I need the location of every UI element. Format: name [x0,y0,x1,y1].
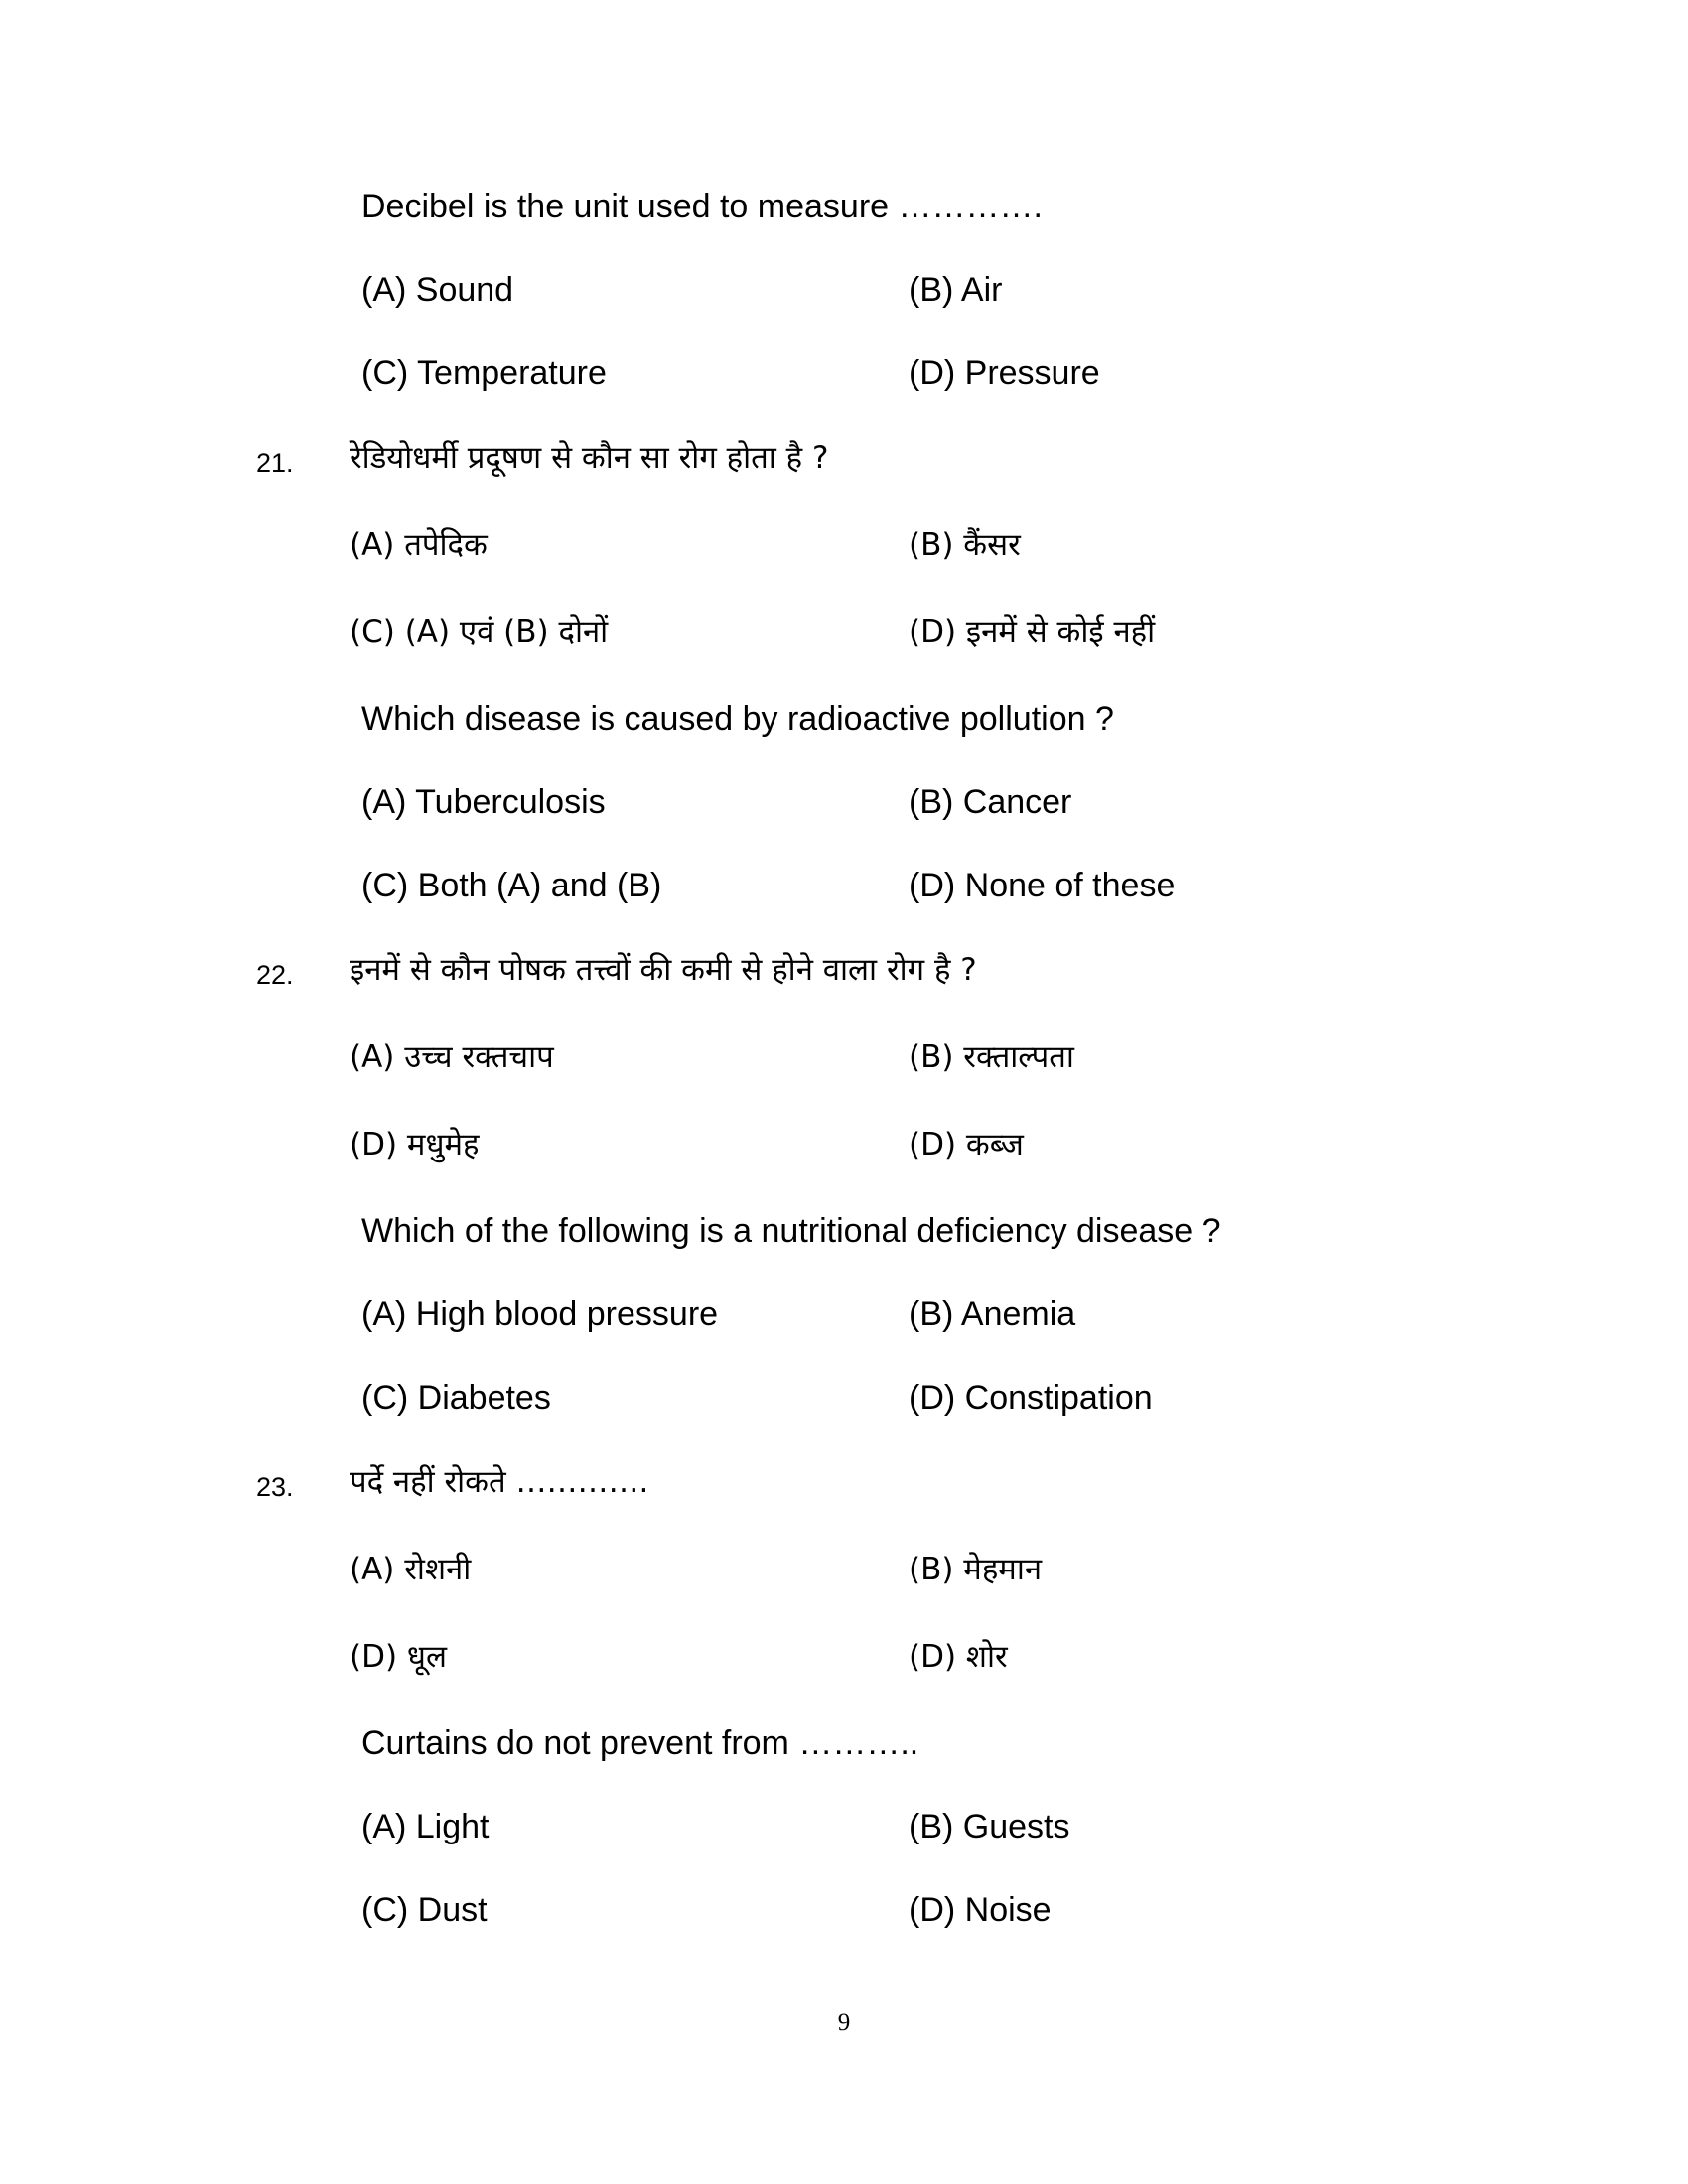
question-number: 23. [256,1472,294,1502]
option-a: (A) Sound [361,271,514,309]
option-d-hindi: (D) इनमें से कोई नहीं [909,614,1156,650]
question-stem-hindi: पर्दे नहीं रोकते …………. [350,1464,649,1500]
option-d: (D) None of these [909,867,1176,904]
question-stem-english: Which of the following is a nutritional deficiency disease ? [361,1212,1221,1250]
question-number: 21. [256,448,294,478]
option-c: (C) Temperature [361,354,607,392]
option-a: (A) High blood pressure [361,1296,719,1333]
option-c: (C) Both (A) and (B) [361,867,662,904]
option-a: (A) Light [361,1808,490,1845]
page-number: 9 [837,2009,851,2036]
question-stem-hindi: इनमें से कौन पोषक तत्त्वों की कमी से होने वाला रोग है ? [350,952,977,988]
option-c: (C) Dust [361,1891,488,1929]
option-b-hindi: (B) रक्ताल्पता [909,1039,1074,1075]
option-b: (B) Anemia [909,1296,1076,1333]
option-a: (A) Tuberculosis [361,783,606,821]
option-b-hindi: (B) कैंसर [909,527,1021,563]
option-d: (D) Constipation [909,1379,1153,1417]
option-a-hindi: (A) रोशनी [350,1552,472,1587]
question-number: 22. [256,960,294,990]
question-stem-english: Which disease is caused by radioactive pollution ? [361,700,1114,738]
question-stem: Decibel is the unit used to measure …………. [361,188,1043,225]
option-c-hindi: (D) धूल [350,1639,447,1675]
option-d-hindi: (D) कब्ज [909,1127,1024,1162]
option-a-hindi: (A) उच्च रक्तचाप [350,1039,554,1075]
option-d: (D) Noise [909,1891,1052,1929]
option-b-hindi: (B) मेहमान [909,1552,1043,1587]
option-b: (B) Cancer [909,783,1072,821]
option-d-hindi: (D) शोर [909,1639,1008,1675]
option-b: (B) Air [909,271,1003,309]
option-c: (C) Diabetes [361,1379,551,1417]
question-stem-english: Curtains do not prevent from ……….. [361,1724,919,1762]
option-a-hindi: (A) तपेदिक [350,527,488,563]
option-c-hindi: (D) मधुमेह [350,1127,480,1162]
option-d: (D) Pressure [909,354,1100,392]
option-c-hindi: (C) (A) एवं (B) दोनों [350,614,609,650]
question-stem-hindi: रेडियोधर्मी प्रदूषण से कौन सा रोग होता है ? [350,440,829,476]
option-b: (B) Guests [909,1808,1070,1845]
